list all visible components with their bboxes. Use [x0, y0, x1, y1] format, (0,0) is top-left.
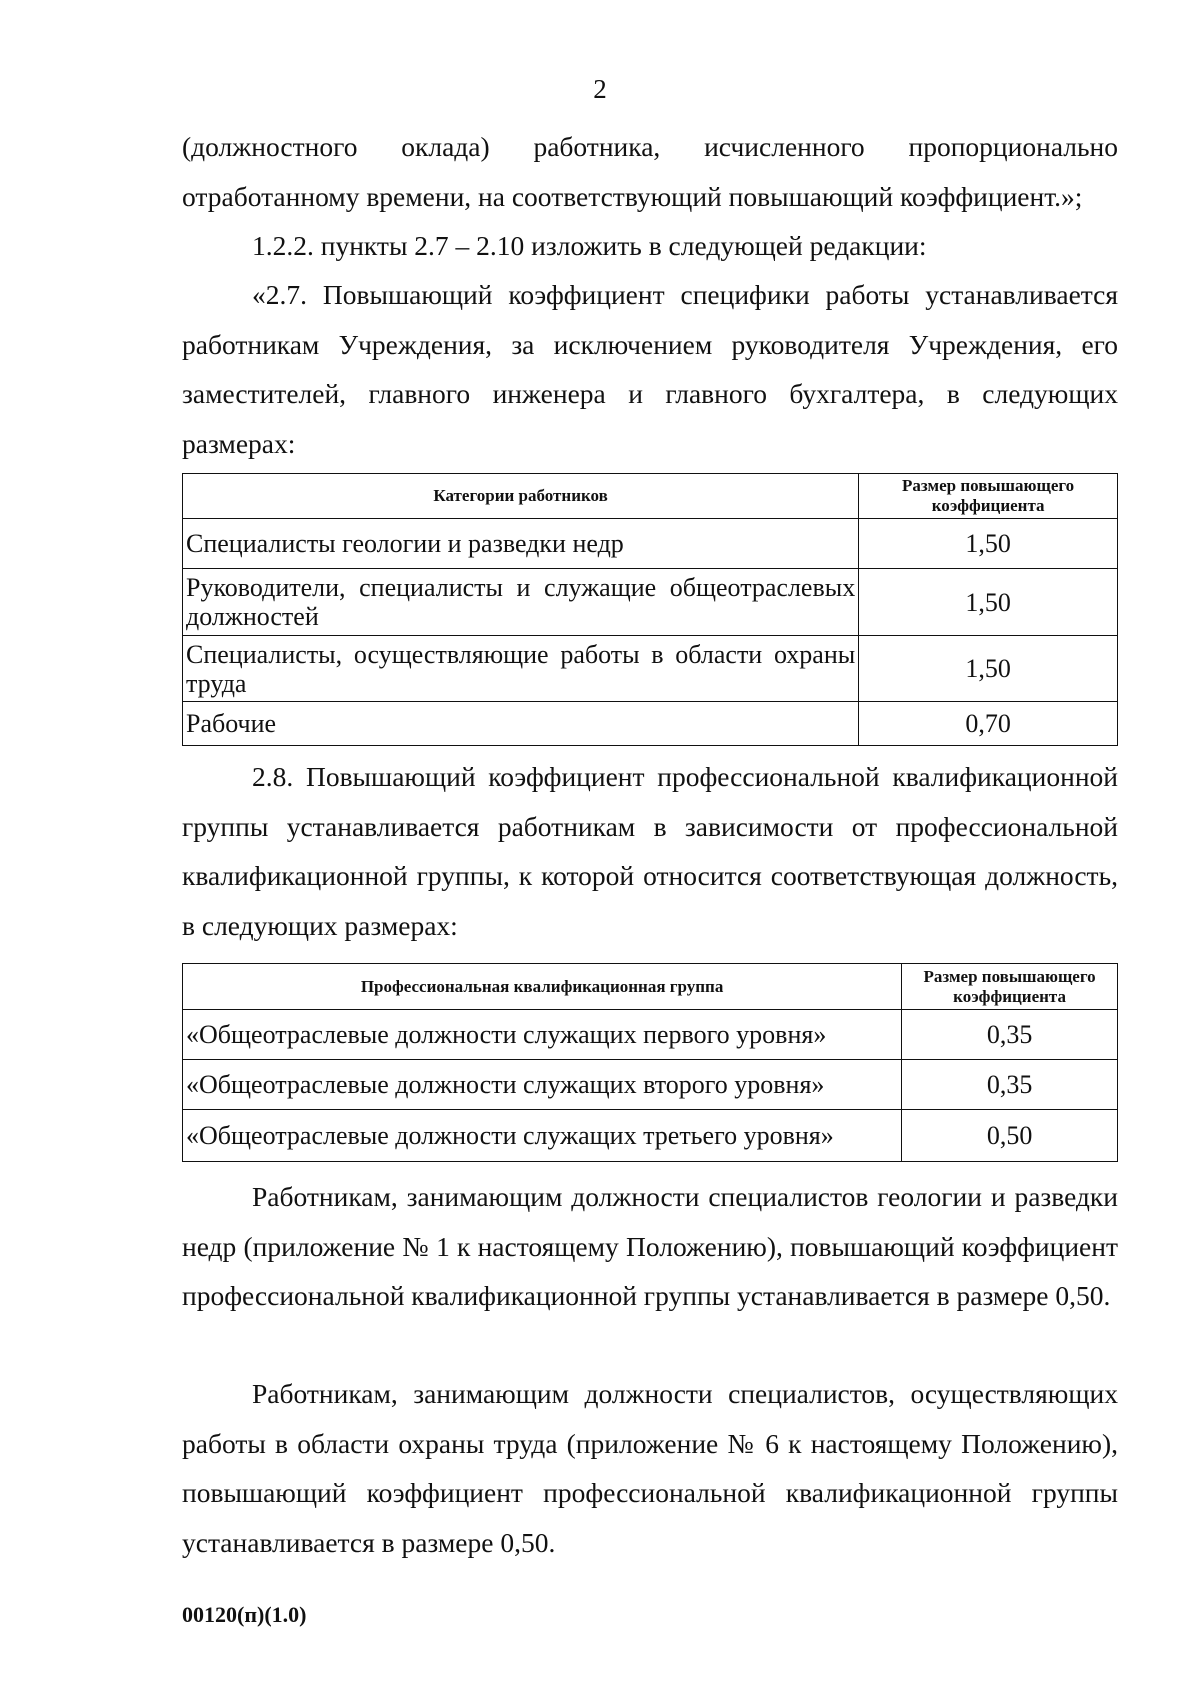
coefficient-cell: 1,50	[859, 569, 1118, 636]
paragraph-continuation: (должностного оклада) работника, исчисленного пропорционально отработанному времени, на соответствующий повышающий коэффициент.»;	[182, 131, 1118, 212]
coefficient-cell: 0,35	[902, 1010, 1118, 1060]
coefficient-cell: 0,70	[859, 702, 1118, 746]
table-row	[183, 1010, 1118, 1060]
table-row	[183, 1110, 1118, 1162]
paragraph-2-7: «2.7. Повышающий коэффициент специфики работы устанавливается работникам Учреждения, за исключением руководителя Учреждения, его заместителей, главного инженера и главного бухгалтера, в следующих размерах:	[182, 279, 1118, 459]
table-qualification-group-coefficient	[182, 963, 1118, 1162]
paragraph-geology-specialists: Работникам, занимающим должности специалистов геологии и разведки недр (приложение № 1 к настоящему Положению), повышающий коэффициент профессиональной квалификационной группы устанавливается в размере 0,50.	[182, 1181, 1118, 1311]
category-cell: Специалисты, осуществляющие работы в области охраны труда	[183, 636, 859, 702]
table-specific-work-coefficient	[182, 473, 1118, 746]
table-row	[183, 702, 1118, 746]
coefficient-cell: 1,50	[859, 636, 1118, 702]
table-row	[183, 569, 1118, 636]
table-header-row	[183, 964, 1118, 1010]
group-cell: «Общеотраслевые должности служащих второго уровня»	[183, 1060, 902, 1110]
group-cell: «Общеотраслевые должности служащих первого уровня»	[183, 1010, 902, 1060]
document-code: 00120(п)(1.0)	[182, 1602, 307, 1627]
paragraph-2-8: 2.8. Повышающий коэффициент профессиональной квалификационной группы устанавливается работникам в зависимости от профессиональной квалификационной группы, к которой относится соответствующая должность, в следующих размерах:	[182, 761, 1118, 941]
category-cell: Руководители, специалисты и служащие общеотраслевых должностей	[183, 569, 859, 636]
group-cell: «Общеотраслевые должности служащих третьего уровня»	[183, 1110, 902, 1162]
paragraph-labor-safety-specialists: Работникам, занимающим должности специалистов, осуществляющих работы в области охраны труда (приложение № 6 к настоящему Положению), повышающий коэффициент профессиональной квалификационной группы устанавливается в размере 0,50.	[182, 1378, 1118, 1558]
coefficient-cell: 0,35	[902, 1060, 1118, 1110]
table-header-row	[183, 474, 1118, 519]
coefficient-cell: 0,50	[902, 1110, 1118, 1162]
column-header-coefficient: Размер повышающего коэффициента	[902, 964, 1118, 1010]
paragraph-1-2-2: 1.2.2. пункты 2.7 – 2.10 изложить в следующей редакции:	[252, 230, 927, 261]
table-row	[183, 1060, 1118, 1110]
page-number: 2	[593, 74, 607, 104]
column-header-group: Профессиональная квалификационная группа	[183, 964, 902, 1010]
column-header-category: Категории работников	[183, 474, 859, 519]
table-row	[183, 636, 1118, 702]
category-cell: Специалисты геологии и разведки недр	[183, 519, 859, 569]
column-header-coefficient: Размер повышающего коэффициента	[859, 474, 1118, 519]
table-row	[183, 519, 1118, 569]
coefficient-cell: 1,50	[859, 519, 1118, 569]
category-cell: Рабочие	[183, 702, 859, 746]
